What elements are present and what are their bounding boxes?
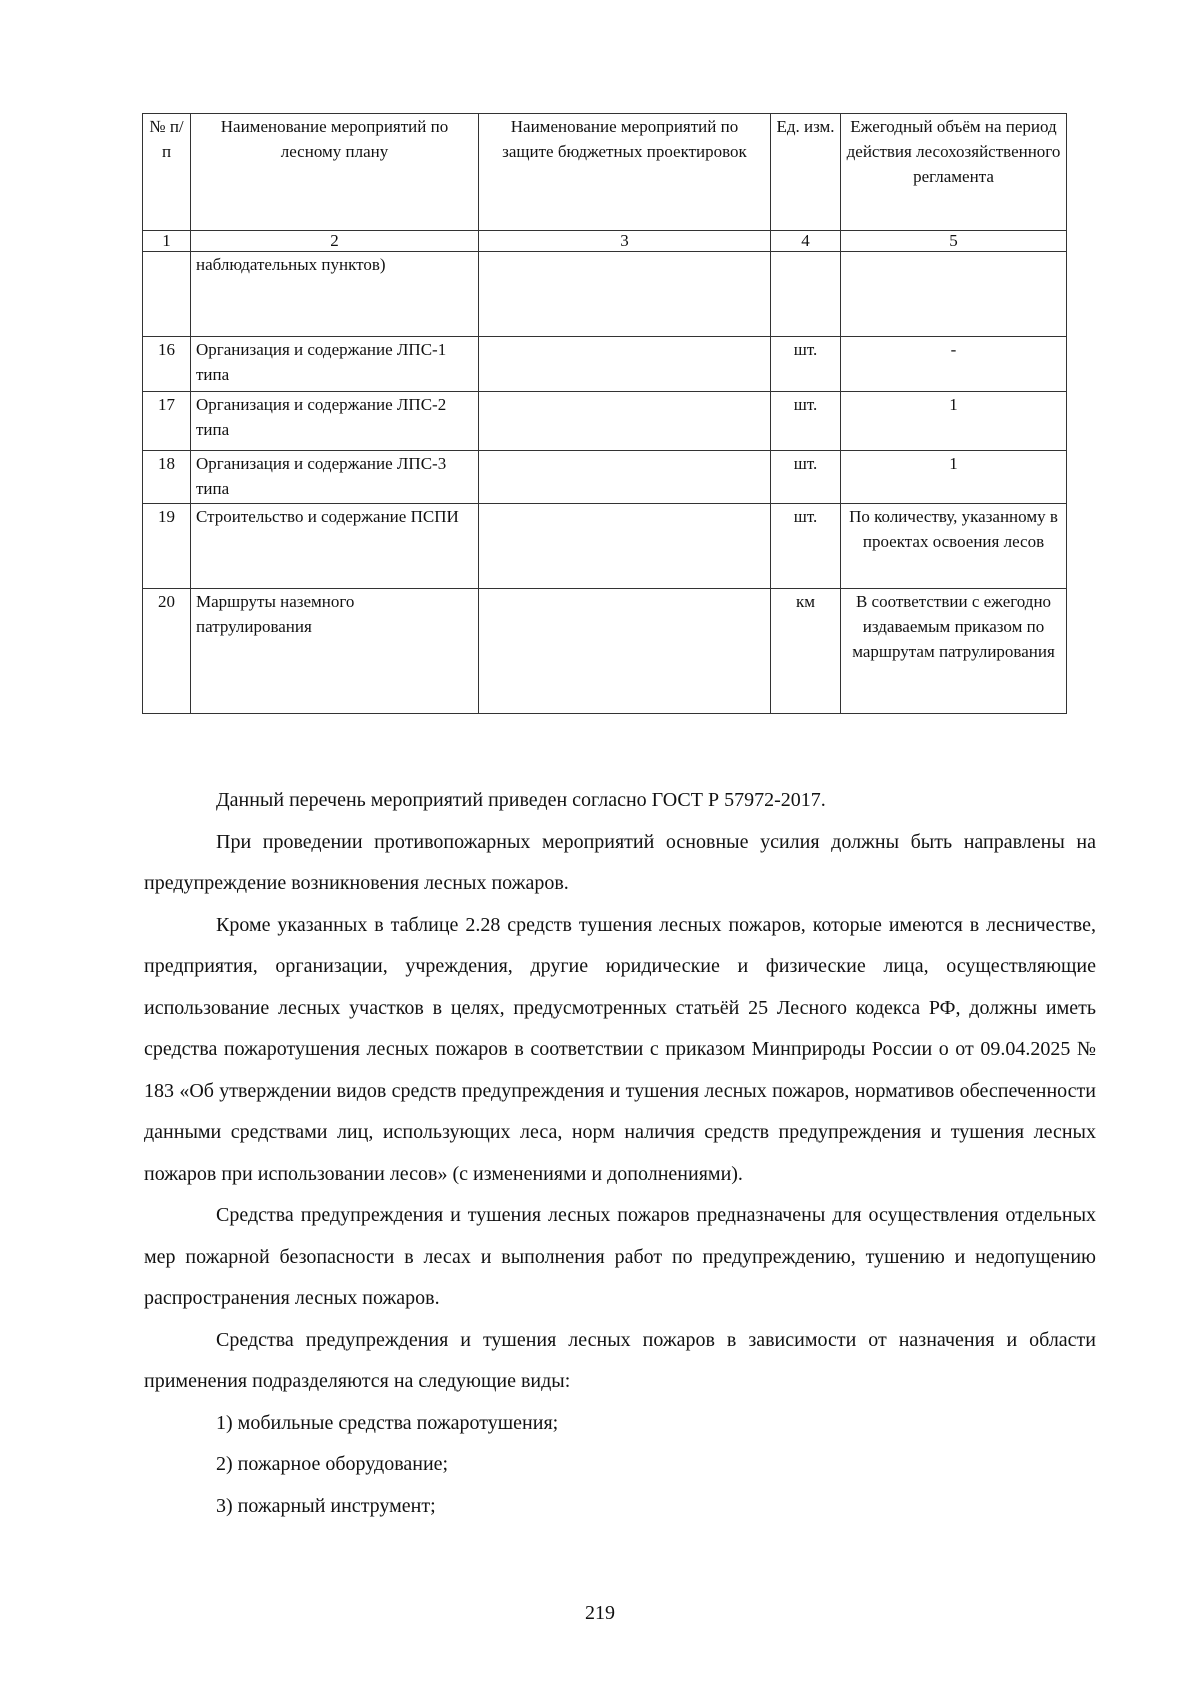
- list-item: 1) мобильные средства пожаротушения;: [216, 1411, 559, 1434]
- list-item: 3) пожарный инструмент;: [216, 1494, 436, 1517]
- row-unit: км: [771, 589, 841, 714]
- row-name: наблюдательных пунктов): [191, 252, 479, 337]
- row-volume: 1: [841, 392, 1067, 451]
- header-num: № п/п: [143, 114, 191, 231]
- row-unit: шт.: [771, 451, 841, 504]
- table-row: [143, 337, 1067, 392]
- row-unit: шт.: [771, 504, 841, 589]
- column-number: 3: [479, 231, 771, 252]
- row-budget: [479, 252, 771, 337]
- header-unit: Ед. изм.: [771, 114, 841, 231]
- row-num: 20: [143, 589, 191, 714]
- row-budget: [479, 392, 771, 451]
- table-row: [143, 504, 1067, 589]
- row-unit: [771, 252, 841, 337]
- row-num: 18: [143, 451, 191, 504]
- column-number: 1: [143, 231, 191, 252]
- header-plan-measures: Наименование мероприятий по лесному плану: [191, 114, 479, 231]
- row-volume: 1: [841, 451, 1067, 504]
- row-name: Организация и содержание ЛПС-3 типа: [191, 451, 479, 504]
- row-volume: [841, 252, 1067, 337]
- row-unit: шт.: [771, 392, 841, 451]
- row-num: [143, 252, 191, 337]
- table-row: [143, 252, 1067, 337]
- row-budget: [479, 589, 771, 714]
- table-column-numbers-row: [143, 231, 1067, 252]
- row-volume: -: [841, 337, 1067, 392]
- row-num: 17: [143, 392, 191, 451]
- column-number: 2: [191, 231, 479, 252]
- paragraph: При проведении противопожарных мероприятий основные усилия должны быть направлены на предупреждение возникновения лесных пожаров.: [144, 830, 1096, 894]
- header-budget-measures: Наименование мероприятий по защите бюджетных проектировок: [479, 114, 771, 231]
- row-budget: [479, 504, 771, 589]
- column-number: 4: [771, 231, 841, 252]
- row-num: 19: [143, 504, 191, 589]
- paragraph: Средства предупреждения и тушения лесных пожаров в зависимости от назначения и области применения подразделяются на следующие виды:: [144, 1328, 1096, 1392]
- row-budget: [479, 337, 771, 392]
- page-number: 219: [585, 1602, 615, 1624]
- row-name: Организация и содержание ЛПС-2 типа: [191, 392, 479, 451]
- paragraph: Данный перечень мероприятий приведен согласно ГОСТ Р 57972-2017.: [216, 789, 826, 811]
- table-row: [143, 589, 1067, 714]
- fire-measures-table: [142, 113, 1067, 714]
- header-annual-volume: Ежегодный объём на период действия лесохозяйственного регламента: [841, 114, 1067, 231]
- table-row: [143, 392, 1067, 451]
- row-volume: По количеству, указанному в проектах освоения лесов: [841, 504, 1067, 589]
- paragraph: Кроме указанных в таблице 2.28 средств тушения лесных пожаров, которые имеются в лесничестве, предприятия, организации, учреждения, другие юридические и физические лица, осуществляющие использование лесных участков в целях, предусмотренных статьёй 25 Лесного кодекса РФ, должны иметь средства пожаротушения лесных пожаров в соответствии с приказом Минприроды России о от 09.04.2025 № 183 «Об утверждении видов средств предупреждения и тушения лесных пожаров, нормативов обеспеченности данными средствами лиц, использующих леса, норм наличия средств предупреждения и тушения лесных пожаров при использовании лесов» (с изменениями и дополнениями).: [144, 913, 1096, 1185]
- column-number: 5: [841, 231, 1067, 252]
- row-budget: [479, 451, 771, 504]
- row-name: Маршруты наземного патрулирования: [191, 589, 479, 714]
- row-name: Организация и содержание ЛПС-1 типа: [191, 337, 479, 392]
- list-item: 2) пожарное оборудование;: [216, 1453, 449, 1475]
- row-name: Строительство и содержание ПСПИ: [191, 504, 479, 589]
- row-volume: В соответствии с ежегодно издаваемым приказом по маршрутам патрулирования: [841, 589, 1067, 714]
- body-text: [144, 780, 1096, 1527]
- table-row: [143, 451, 1067, 504]
- table-header-row: [143, 114, 1067, 231]
- row-num: 16: [143, 337, 191, 392]
- row-unit: шт.: [771, 337, 841, 392]
- paragraph: Средства предупреждения и тушения лесных пожаров предназначены для осуществления отдельных мер пожарной безопасности в лесах и выполнения работ по предупреждению, тушению и недопущению распространения лесных пожаров.: [144, 1204, 1096, 1309]
